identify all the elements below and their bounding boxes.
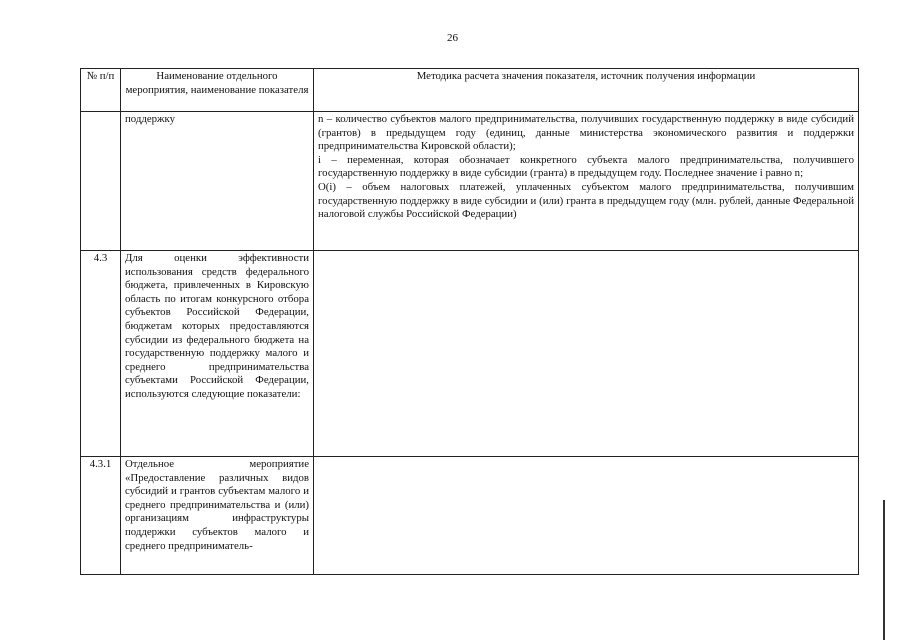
row-method bbox=[314, 112, 859, 251]
row-method bbox=[314, 457, 859, 575]
page-number: 26 bbox=[447, 32, 458, 44]
row-number bbox=[81, 112, 121, 251]
row-method bbox=[314, 251, 859, 457]
table-row bbox=[81, 112, 859, 251]
scan-edge-line bbox=[883, 500, 885, 640]
method-paragraph: i – переменная, которая обозначает конкретного субъекта малого предпринимательства, получившего государственную поддержку в виде субсидии (гранта) в предыдущем году. Последнее значение i равно n; bbox=[318, 153, 854, 180]
table-header-row bbox=[81, 69, 859, 112]
row-number: 4.3.1 bbox=[81, 457, 121, 575]
table-row bbox=[81, 251, 859, 457]
row-measure-name: Отдельное мероприятие «Предоставление различных видов субсидий и грантов субъектам малого и среднего предпринимательства и (или) организациям инфраструктуры поддержки субъектов малого и среднего предприниматель- bbox=[121, 457, 314, 575]
row-measure-name: Для оценки эффективности использования средств федерального бюджета, привлеченных в Кировскую область по итогам конкурсного отбора субъектов Российской Федерации, бюджетам которых предоставляются субсидии из федерального бюджета на государственную поддержку малого и среднего предпринимательства субъектами Российской Федерации, используются следующие показатели: bbox=[121, 251, 314, 457]
header-number: № п/п bbox=[81, 69, 121, 112]
header-measure-name: Наименование отдельного мероприятия, наименование показателя bbox=[121, 69, 314, 112]
header-method: Методика расчета значения показателя, источник получения информации bbox=[314, 69, 859, 112]
table-row bbox=[81, 457, 859, 575]
method-paragraph: O(i) – объем налоговых платежей, уплаченных субъектом малого предпринимательства, получившим государственную поддержку в виде субсидии и (или) гранта в предыдущем году (млн. рублей, данные Федеральной налоговой службы Российской Федерации) bbox=[318, 180, 854, 221]
indicator-table bbox=[80, 68, 859, 575]
method-paragraph: n – количество субъектов малого предпринимательства, получивших государственную поддержку в виде субсидий (грантов) в предыдущем году (единиц, данные министерства экономического развития и поддержки предпринимательства Кировской области); bbox=[318, 113, 854, 153]
row-measure-name: поддержку bbox=[121, 112, 314, 251]
row-number: 4.3 bbox=[81, 251, 121, 457]
